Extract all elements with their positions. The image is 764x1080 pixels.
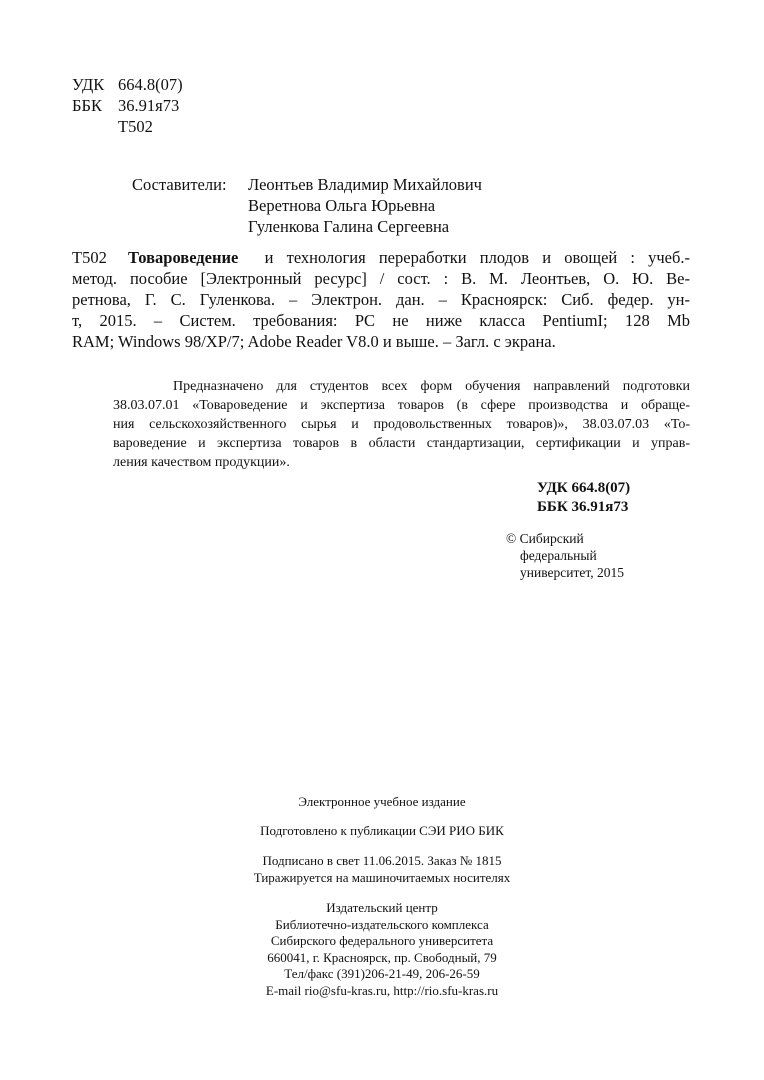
entry-line: метод. пособие [Электронный ресурс] / сост. : В. М. Леонтьев, О. Ю. Ве-	[72, 269, 690, 288]
entry-title: Товароведение	[128, 248, 239, 267]
bbk-value: 36.91я73	[118, 96, 180, 115]
entry-line	[128, 247, 690, 268]
publisher-address: 660041, г. Красноярск, пр. Свободный, 79	[267, 949, 497, 965]
publisher-line: Сибирского федерального университета	[270, 933, 494, 948]
entry-line-text: и технология переработки плодов и овощей : учеб.-	[264, 248, 691, 267]
compiler-name: Леонтьев Владимир Михайлович	[248, 175, 482, 194]
signed-line: Подписано в свет 11.06.2015. Заказ № 1815	[262, 853, 502, 868]
annotation-line: 38.03.07.01 «Товароведение и экспертиза товаров (в сфере производства и обраще-	[113, 398, 690, 413]
publisher-line: Издательский центр	[326, 900, 438, 915]
bbk-right-line: ББК 36.91я73	[537, 499, 629, 515]
udk-right-line: УДК 664.8(07)	[537, 480, 631, 496]
copyright-line: © Сибирский	[506, 531, 584, 546]
copyright-line: университет, 2015	[520, 565, 624, 580]
publisher-block	[0, 900, 764, 999]
udk-value: 664.8(07)	[118, 75, 183, 94]
entry-code: Т502	[72, 248, 107, 267]
udk-row	[72, 74, 183, 95]
author-code: Т502	[118, 117, 153, 136]
publisher-line: Библиотечно-издательского комплекса	[275, 916, 489, 932]
bbk-label: ББК	[72, 96, 102, 115]
publisher-contacts: E-mail rio@sfu-kras.ru, http://rio.sfu-kras.ru	[265, 982, 499, 998]
print-info	[0, 853, 764, 886]
publisher-phone: Тел/факс (391)206-21-49, 206-26-59	[284, 966, 480, 981]
annotation-line: вароведение и экспертиза товаров в области стандартизации, сертификации и управ-	[113, 436, 690, 451]
bibliographic-entry	[72, 247, 690, 352]
bbk-row	[72, 95, 183, 116]
prepared-note: Подготовлено к публикации СЭИ РИО БИК	[260, 823, 504, 838]
compilers-label: Составители:	[132, 175, 227, 194]
compilers-block	[132, 174, 482, 237]
media-line: Тиражируется на машиночитаемых носителях	[253, 869, 511, 885]
compiler-name: Гуленкова Галина Сергеевна	[248, 217, 450, 236]
entry-line: RAM; Windows 98/XP/7; Adobe Reader V8.0 и выше. – Загл. с экрана.	[72, 332, 556, 351]
entry-line: т, 2015. – Систем. требования: PC не ниже класса PentiumI; 128 Mb	[72, 311, 690, 330]
copyright-line: федеральный	[520, 548, 597, 563]
classification-block	[72, 74, 183, 137]
annotation-line: ния сельскохозяйственного сырья и продовольственных товаров)», 38.03.07.03 «То-	[113, 417, 690, 432]
entry-line: ретнова, Г. С. Гуленкова. – Электрон. дан. – Красноярск: Сиб. федер. ун-	[72, 290, 690, 309]
edition-type: Электронное учебное издание	[298, 794, 466, 809]
compiler-name: Веретнова Ольга Юрьевна	[248, 196, 436, 215]
annotation-line: Предназначено для студентов всех форм обучения направлений подготовки	[173, 379, 690, 394]
annotation-line: ления качеством продукции».	[113, 455, 290, 470]
classification-right	[537, 479, 630, 517]
copyright-block	[506, 530, 624, 581]
udk-label: УДК	[72, 75, 105, 94]
compiler-row-1	[132, 174, 482, 195]
annotation	[113, 377, 690, 472]
